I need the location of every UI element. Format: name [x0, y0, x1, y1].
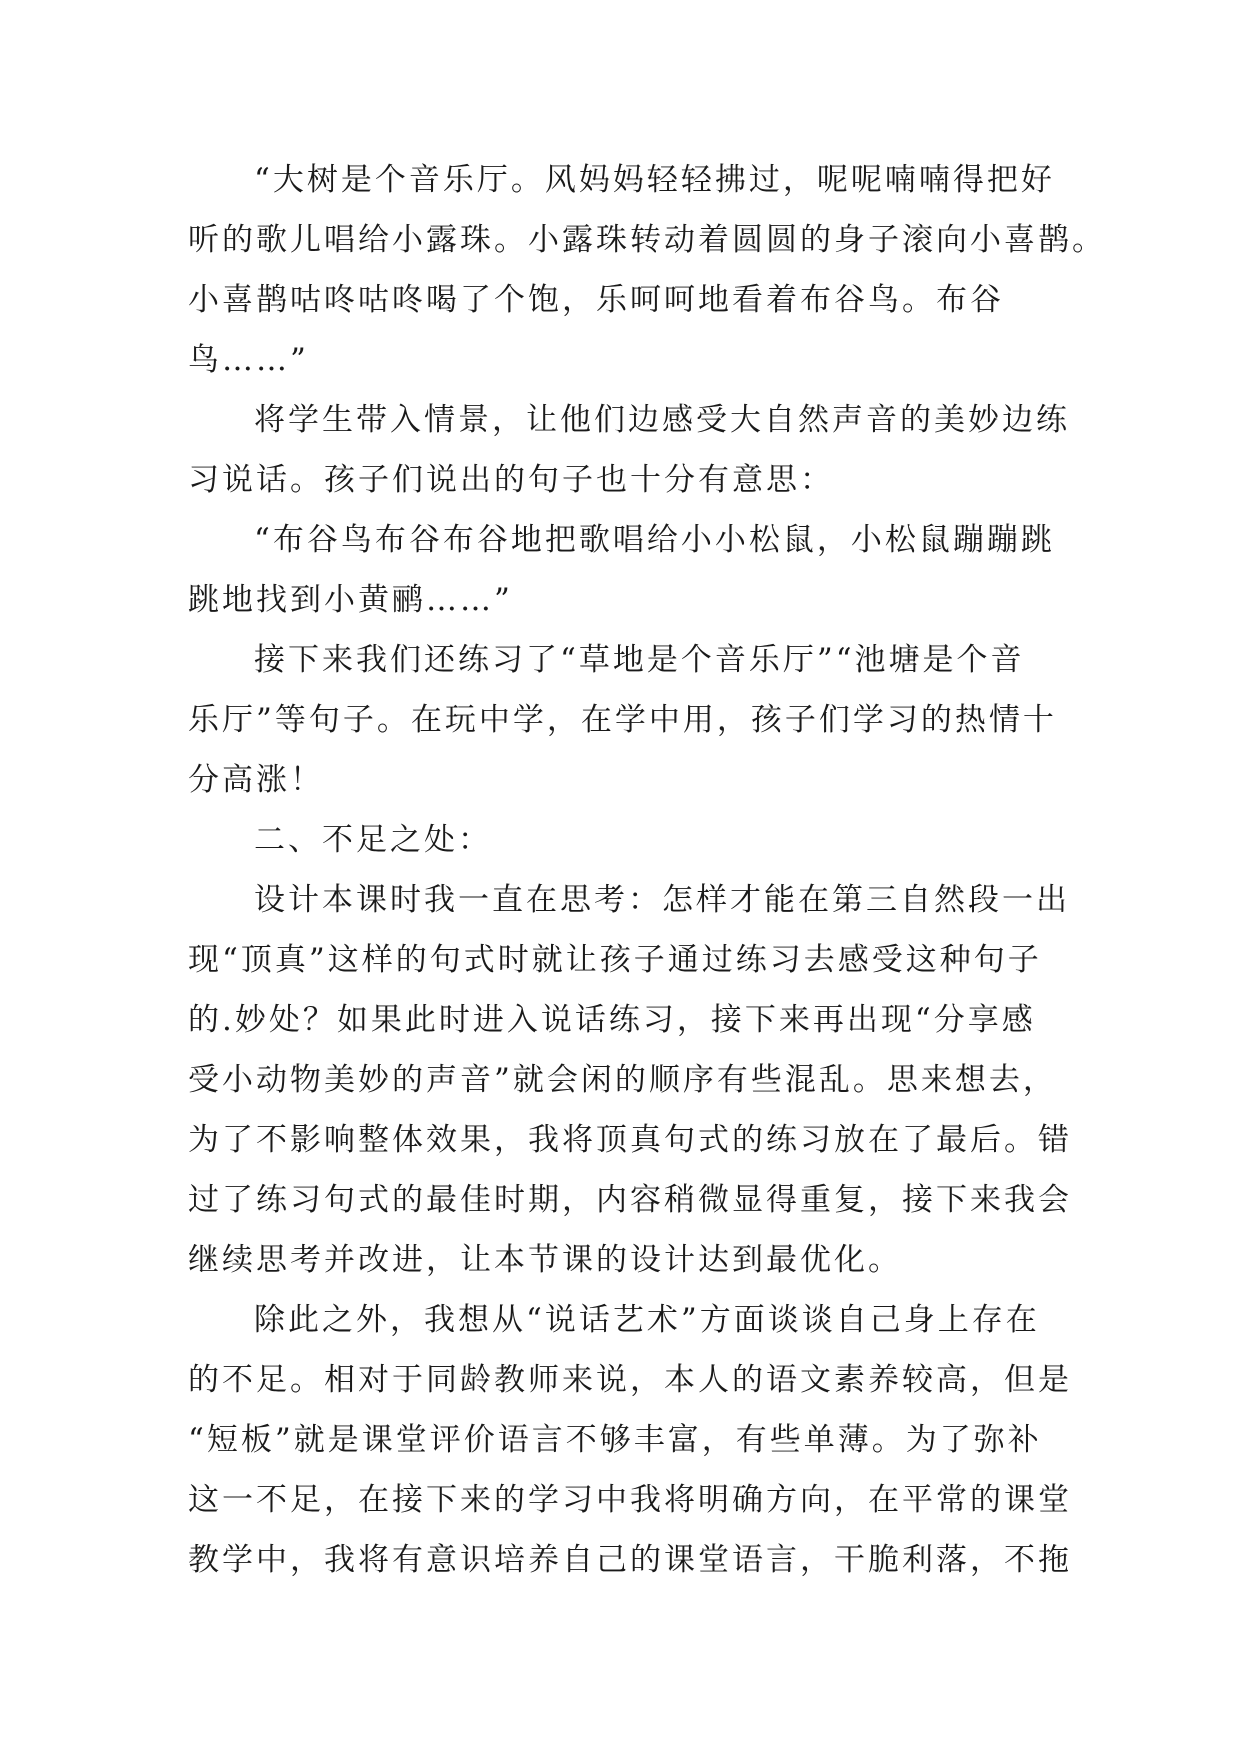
- text-line: “大树是个音乐厅。风妈妈轻轻拂过，呢呢喃喃得把好: [254, 162, 1055, 198]
- text-line: 设计本课时我一直在思考：怎样才能在第三自然段一出: [254, 882, 1070, 918]
- text-line: 听的歌儿唱给小露珠。小露珠转动着圆圆的身子滚向小喜鹊。: [188, 222, 1106, 258]
- paragraph: [188, 390, 1070, 510]
- text-line: 的.妙处？如果此时进入说话练习，接下来再出现“分享感: [188, 1002, 1036, 1038]
- text-line: 这一不足，在接下来的学习中我将明确方向，在平常的课堂: [188, 1482, 1072, 1518]
- text-line: 将学生带入情景，让他们边感受大自然声音的美妙边练: [254, 402, 1070, 438]
- text-line: 除此之外，我想从“说话艺术”方面谈谈自己身上存在: [254, 1302, 1040, 1338]
- text-line: 二、不足之处：: [254, 822, 492, 858]
- text-line: 接下来我们还练习了“草地是个音乐厅”“池塘是个音: [254, 642, 1025, 678]
- text-line: 跳地找到小黄鹂……”: [188, 582, 513, 618]
- text-line: 现“顶真”这样的句式时就让孩子通过练习去感受这种句子: [188, 942, 1042, 978]
- text-line: 受小动物美妙的声音”就会闲的顺序有些混乱。思来想去，: [188, 1062, 1057, 1098]
- text-line: 为了不影响整体效果，我将顶真句式的练习放在了最后。错: [188, 1122, 1072, 1158]
- paragraph: [188, 630, 1058, 810]
- section-heading: [188, 810, 1058, 870]
- text-line: 鸟……”: [188, 342, 309, 378]
- text-line: “布谷鸟布谷布谷地把歌唱给小小松鼠，小松鼠蹦蹦跳: [254, 522, 1055, 558]
- text-line: 过了练习句式的最佳时期，内容稍微显得重复，接下来我会: [188, 1182, 1072, 1218]
- paragraph: [188, 1290, 1072, 1590]
- document-body: [188, 150, 1106, 1590]
- text-line: 继续思考并改进，让本节课的设计达到最优化。: [188, 1242, 902, 1278]
- paragraph: [188, 870, 1072, 1290]
- text-line: 分高涨！: [188, 762, 324, 798]
- paragraph: [188, 150, 1106, 390]
- text-line: 教学中，我将有意识培养自己的课堂语言，干脆利落，不拖: [188, 1542, 1072, 1578]
- text-line: 小喜鹊咕咚咕咚喝了个饱，乐呵呵地看着布谷鸟。布谷: [188, 282, 1004, 318]
- paragraph: [188, 510, 1058, 630]
- text-line: 的不足。相对于同龄教师来说，本人的语文素养较高，但是: [188, 1362, 1072, 1398]
- text-line: “短板”就是课堂评价语言不够丰富，有些单薄。为了弥补: [188, 1422, 1042, 1458]
- text-line: 乐厅”等句子。在玩中学，在学中用，孩子们学习的热情十: [188, 702, 1057, 738]
- text-line: 习说话。孩子们说出的句子也十分有意思：: [188, 462, 834, 498]
